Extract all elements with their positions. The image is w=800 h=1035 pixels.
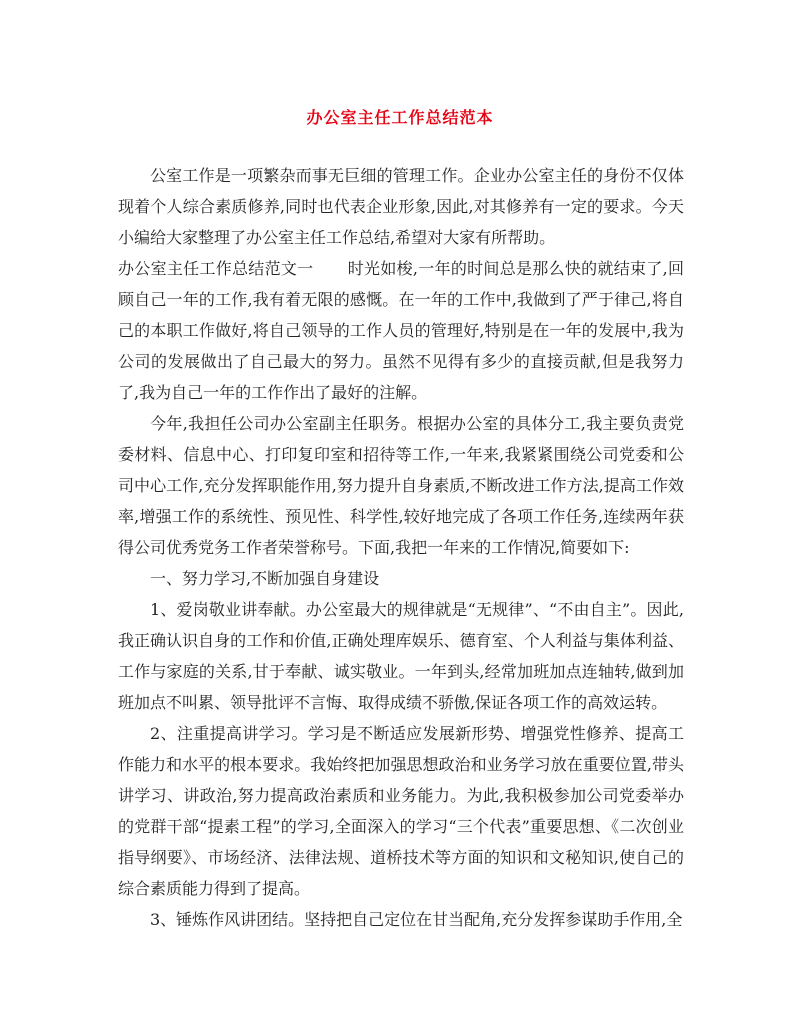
intro-paragraph: 公室工作是一项繁杂而事无巨细的管理工作。企业办公室主任的身份不仅体现着个人综合素质修养,同时也代表企业形象,因此,对其修养有一定的要求。今天小编给大家整理了办公室主任工作总结,希望对大家有所帮助。	[118, 166, 684, 247]
body-paragraph: 1、爱岗敬业讲奉献。办公室最大的规律就是“无规律”、“不由自主”。因此,我正确认识自身的工作和价值,正确处理库娱乐、德育室、个人利益与集体利益、工作与家庭的关系,甘于奉献、诚实敬业。一年到头,经常加班加点连轴转,做到加班加点不叫累、领导批评不言悔、取得成绩不骄傲,保证各项工作的高效运转。	[118, 600, 684, 712]
body-paragraph: 2、注重提高讲学习。学习是不断适应发展新形势、增强党性修养、提高工作能力和水平的根本要求。我始终把加强思想政治和业务学习放在重要位置,带头讲学习、讲政治,努力提高政治素质和业务能力。为此,我积极参加公司党委举办的党群干部“提素工程”的学习,全面深入的学习“三个代表”重要思想、《二次创业指导纲要》、市场经济、法律法规、道桥技术等方面的知识和文秘知识,使自己的综合素质能力得到了提高。	[118, 724, 684, 898]
body-paragraph: 今年,我担任公司办公室副主任职务。根据办公室的具体分工,我主要负责党委材料、信息中心、打印复印室和招待等工作,一年来,我紧紧围绕公司党委和公司中心工作,充分发挥职能作用,努力提升自身素质,不断改进工作方法,提高工作效率,增强工作的系统性、预见性、科学性,较好地完成了各项工作任务,连续两年获得公司优秀党务工作者荣誉称号。下面,我把一年来的工作情况,简要如下:	[118, 414, 684, 557]
body-paragraph: 3、锤炼作风讲团结。坚持把自己定位在甘当配角,充分发挥参谋助手作用,全	[150, 910, 683, 929]
sample-label: 办公室主任工作总结范文一	[118, 259, 314, 278]
document-body	[118, 160, 684, 935]
sample-paragraph	[118, 253, 684, 408]
section-heading: 一、努力学习,不断加强自身建设	[150, 569, 380, 588]
sample-text: 时光如梭,一年的时间总是那么快的就结束了,回顾自己一年的工作,我有着无限的感慨。在一年的工作中,我做到了严于律己,将自己的本职工作做好,将自己领导的工作人员的管理好,特别是在一年的发展中,我为公司的发展做出了自己最大的努力。虽然不见得有多少的直接贡献,但是我努力了,我为自己一年的工作作出了最好的注解。	[118, 259, 684, 402]
document-title: 办公室主任工作总结范本	[306, 108, 494, 127]
